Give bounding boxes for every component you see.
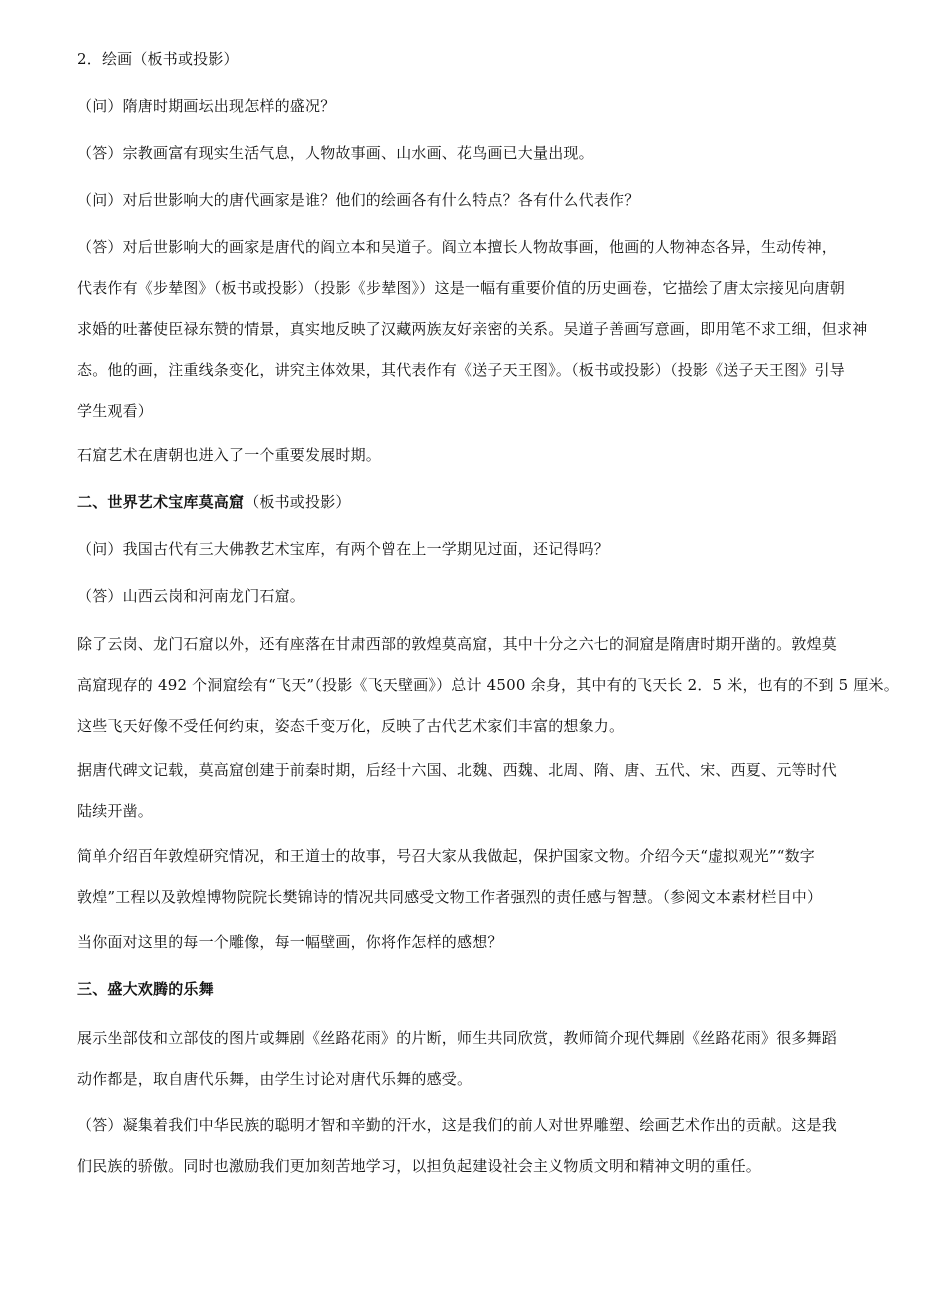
section-heading-line <box>77 969 917 1010</box>
question-paragraph <box>77 86 917 127</box>
text-line: （答）山西云岗和河南龙门石窟。 <box>77 587 306 605</box>
text-line: 陆续开凿。 <box>77 802 154 820</box>
section-heading <box>77 969 917 1010</box>
answer-paragraph <box>77 227 917 432</box>
body-paragraph <box>77 1018 917 1100</box>
text-line: 态。他的画，注重线条变化，讲究主体效果，其代表作有《送子天王图》。（板书或投影）（投影《送子天王图》引导 <box>77 361 845 379</box>
text-line: 简单介绍百年敦煌研究情况，和王道士的故事，号召大家从我做起，保护国家文物。介绍今天“虚拟观光”“数字 <box>77 847 816 865</box>
text-line: 敦煌”工程以及敦煌博物院院长樊锦诗的情况共同感受文物工作者强烈的责任感与智慧。（参阅文本素材栏目中） <box>77 888 823 906</box>
text-line: 这些飞天好像不受任何约束，姿态千变万化，反映了古代艺术家们丰富的想象力。 <box>77 717 625 735</box>
text-line: （答）宗教画富有现实生活气息，人物故事画、山水画、花鸟画已大量出现。 <box>77 144 594 162</box>
text-line: 据唐代碑文记载，莫高窟创建于前秦时期，后经十六国、北魏、西魏、北周、隋、唐、五代、宋、西夏、元等时代 <box>77 761 838 779</box>
section-heading <box>77 482 917 523</box>
text-line: （问）隋唐时期画坛出现怎样的盛况？ <box>77 97 336 115</box>
text-line: 展示坐部伎和立部伎的图片或舞剧《丝路花雨》的片断，师生共同欣赏，教师简介现代舞剧《丝路花雨》很多舞蹈 <box>77 1029 838 1047</box>
body-paragraph <box>77 435 917 476</box>
question-paragraph <box>77 180 917 221</box>
question-paragraph <box>77 529 917 570</box>
body-paragraph <box>77 624 917 747</box>
text-line: 除了云岗、龙门石窟以外，还有座落在甘肃西部的敦煌莫高窟，其中十分之六七的洞窟是隋唐时期开凿的。敦煌莫 <box>77 635 838 653</box>
answer-paragraph <box>77 576 917 617</box>
text-line: （问）对后世影响大的唐代画家是谁？他们的绘画各有什么特点？各有什么代表作？ <box>77 191 640 209</box>
body-paragraph <box>77 922 917 963</box>
text-line: 们民族的骄傲。同时也激励我们更加刻苦地学习，以担负起建设社会主义物质文明和精神文明的重任。 <box>77 1157 762 1175</box>
body-paragraph <box>77 836 917 918</box>
text-line: 2．绘画（板书或投影） <box>77 50 239 68</box>
text-line: 学生观看） <box>77 402 154 420</box>
section-heading-line <box>77 482 917 523</box>
text-line: 当你面对这里的每一个雕像，每一幅壁画，你将作怎样的感想？ <box>77 933 503 951</box>
text-line: 高窟现存的 492 个洞窟绘有“飞天”（投影《飞天壁画》）总计 4500 余身，其中有的飞天长 2．5 米，也有的不到 5 厘米。 <box>77 676 899 694</box>
section-heading-note: （板书或投影） <box>244 493 351 511</box>
text-line: 求婚的吐蕃使臣禄东赞的情景，真实地反映了汉藏两族友好亲密的关系。吴道子善画写意画，即用笔不求工细，但求神 <box>77 320 868 338</box>
text-line: （答）凝集着我们中华民族的聪明才智和辛勤的汗水，这是我们的前人对世界雕塑、绘画艺术作出的贡献。这是我 <box>77 1116 838 1134</box>
text-line: （问）我国古代有三大佛教艺术宝库，有两个曾在上一学期见过面，还记得吗？ <box>77 540 610 558</box>
text-line: （答）对后世影响大的画家是唐代的阎立本和吴道子。阎立本擅长人物故事画，他画的人物神态各异，生动传神， <box>77 238 838 256</box>
text-line: 石窟艺术在唐朝也进入了一个重要发展时期。 <box>77 446 382 464</box>
answer-paragraph <box>77 133 917 174</box>
text-line: 动作都是，取自唐代乐舞，由学生讨论对唐代乐舞的感受。 <box>77 1070 473 1088</box>
section-subtitle-painting <box>77 39 917 80</box>
body-paragraph <box>77 750 917 832</box>
answer-paragraph <box>77 1105 917 1187</box>
section-heading-title: 二、世界艺术宝库莫高窟 <box>77 493 245 511</box>
text-line: 代表作有《步辇图》（板书或投影）（投影《步辇图》）这是一幅有重要价值的历史画卷，它描绘了唐太宗接见向唐朝 <box>77 279 845 297</box>
section-heading-title: 三、盛大欢腾的乐舞 <box>77 980 214 998</box>
